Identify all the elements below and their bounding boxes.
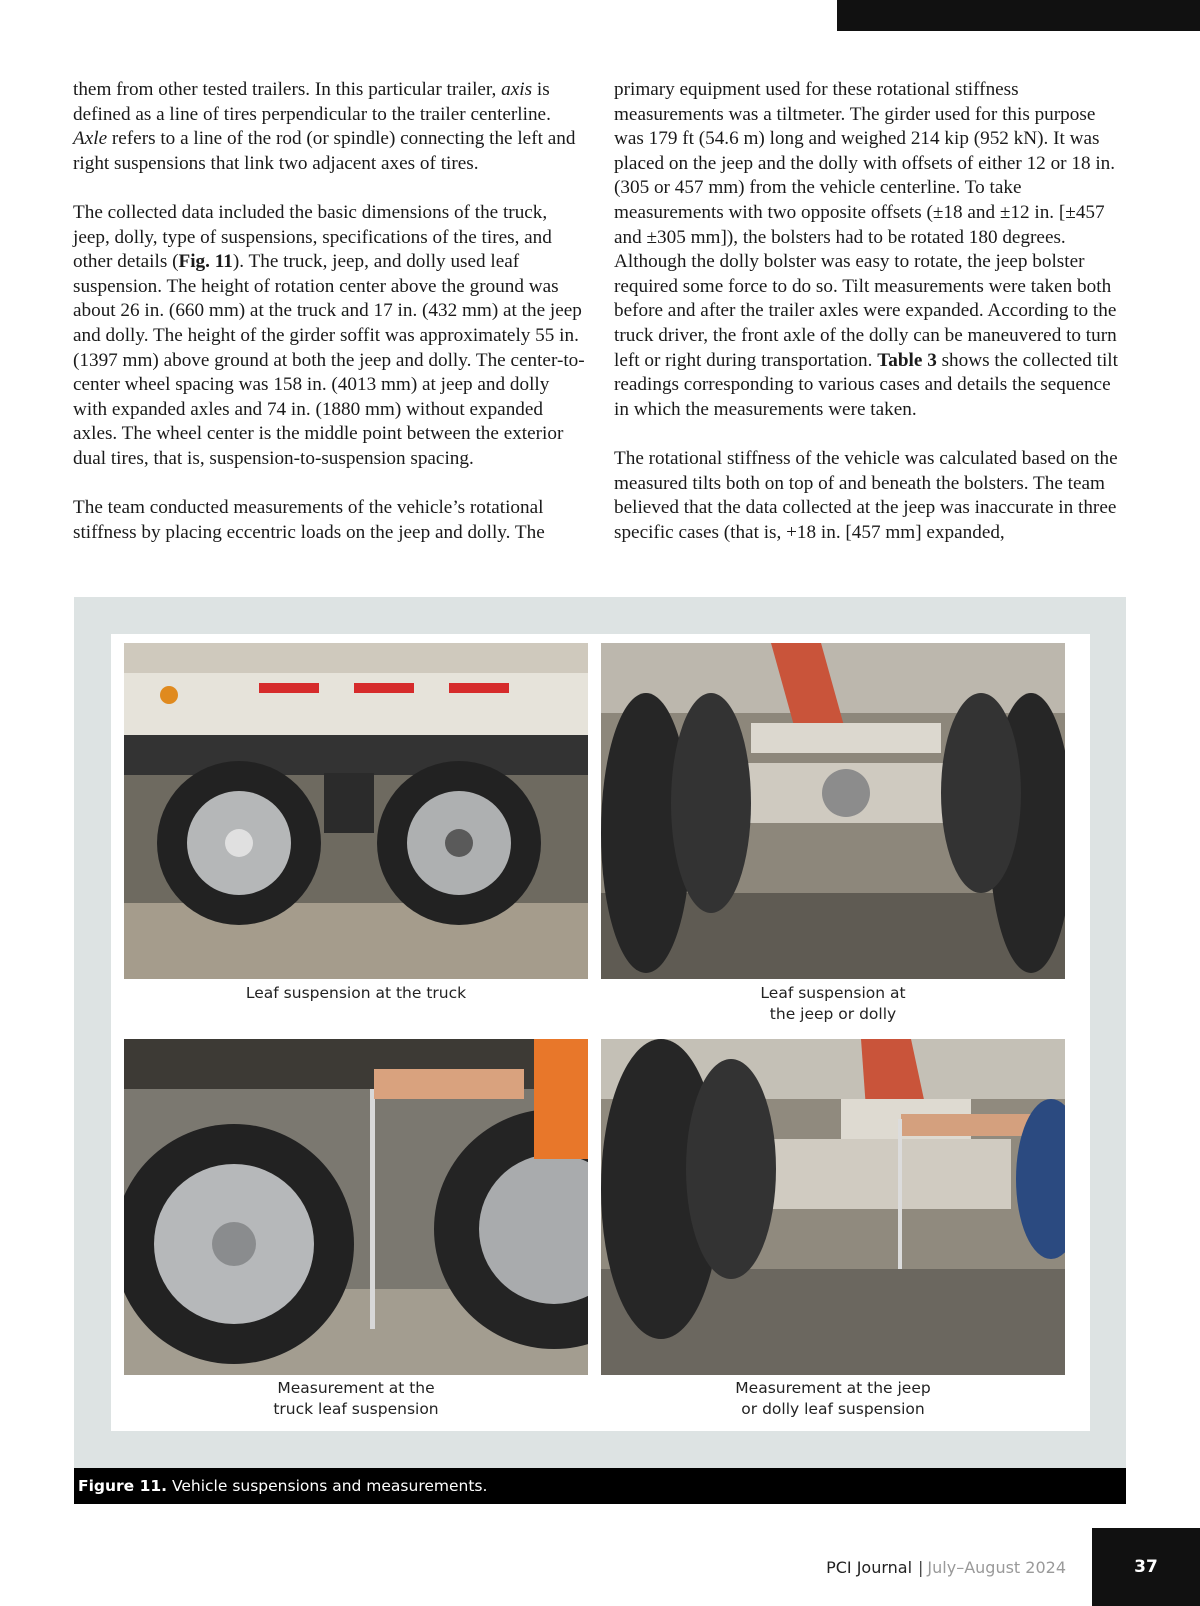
left-column [73,78,585,570]
caption-line: or dolly leaf suspension [741,1399,925,1418]
journal-name: PCI Journal [826,1558,913,1577]
caption-line: Measurement at the [277,1379,435,1397]
figure-label: Figure 11. [78,1477,168,1495]
issue-date: July–August 2024 [927,1558,1066,1577]
photo-truck-leaf-suspension [124,643,588,979]
caption-jeep-leaf-suspension [601,983,1065,1024]
caption-line: the jeep or dolly [769,1004,897,1023]
photo-jeep-measurement [601,1039,1065,1375]
page-number: 37 [1092,1528,1200,1606]
footer-separator: | [918,1558,924,1577]
left-paragraph-2 [73,201,585,472]
text-run: The team conducted measurements of the vehicle’s rotational stiffness by placing eccentric loads on the jeep and dolly. The [73,497,545,543]
figure-title: Vehicle suspensions and measurements. [167,1477,488,1495]
text-run: refers to a line of the rod (or spindle) connecting the left and right suspensions that link two adjacent axes of tires. [73,128,576,174]
right-column [614,78,1128,570]
text-run: is defined as a line of tires perpendicular to the trailer centerline. [73,79,551,125]
caption-truck-leaf-suspension [124,983,588,1004]
text-run: The rotational stiffness of the vehicle was calculated based on the measured tilts both on top of and beneath the bolsters. The team believed that the data collected at the jeep was inaccurate in three specific cases (that is, +18 in. [457 mm] expanded, [614,447,1118,543]
caption-truck-measurement [124,1378,588,1419]
figure-caption-bar [74,1468,1126,1504]
footer-journal [826,1558,1066,1577]
figure-11 [74,597,1126,1469]
figure-panel [111,634,1090,1431]
right-paragraph-1 [614,78,1128,422]
text-run: Axle [73,128,108,150]
text-run: Fig. 11 [178,251,233,273]
caption-line: truck leaf suspension [273,1399,439,1418]
caption-line: Leaf suspension at [760,984,906,1002]
left-paragraph-3 [73,496,585,545]
header-bar [837,0,1200,31]
photo-jeep-leaf-suspension [601,643,1065,979]
text-run: axis [501,79,533,100]
right-paragraph-2 [614,447,1128,545]
text-run: ). The truck, jeep, and dolly used leaf suspension. The height of rotation center above the ground was about 26 in. (660 mm) at the truck and 17 in. (432 mm) at the jeep and dolly. The height of the girder soffit was approximately 55 in. (1397 mm) above ground at both the jeep and dolly. The center-to-center wheel spacing was 158 in. (4013 mm) at jeep and dolly with expanded axles and 74 in. (1880 mm) without expanded axles. The wheel center is the middle point between the exterior dual tires, that is, suspension-to-suspension spacing. [73,251,585,469]
photo-truck-measurement [124,1039,588,1375]
text-run: shows the collected tilt readings corresponding to various cases and details the sequence in which the measurements were taken. [614,349,1118,420]
caption-jeep-measurement [601,1378,1065,1419]
text-run: Table 3 [877,349,937,371]
caption-line: Measurement at the jeep [735,1379,931,1397]
text-run: The collected data included the basic dimensions of the truck, jeep, dolly, type of suspensions, specifications of the tires, and other details ( [73,201,552,273]
text-run: them from other tested trailers. In this particular trailer, [73,79,502,100]
caption-line: Leaf suspension at the truck [245,984,467,1002]
text-run: primary equipment used for these rotational stiffness measurements was a tiltmeter. The girder used for this purpose was 179 ft (54.6 m) long and weighed 214 kip (952 kN). It was placed on the jeep and the dolly with offsets of either 12 or 18 in. (305 or 457 mm) from the vehicle centerline. To take measurements with two opposite offsets (±18 and ±12 in. [±457 and ±305 mm]), the bolsters had to be rotated 180 degrees. Although the dolly bolster was easy to rotate, the jeep bolster required some force to do so. Tilt measurements were taken both before and after the trailer axles were expanded. According to the truck driver, the front axle of the dolly can be maneuvered to turn left or right during transportation. [614,79,1117,371]
left-paragraph-1 [73,78,585,176]
